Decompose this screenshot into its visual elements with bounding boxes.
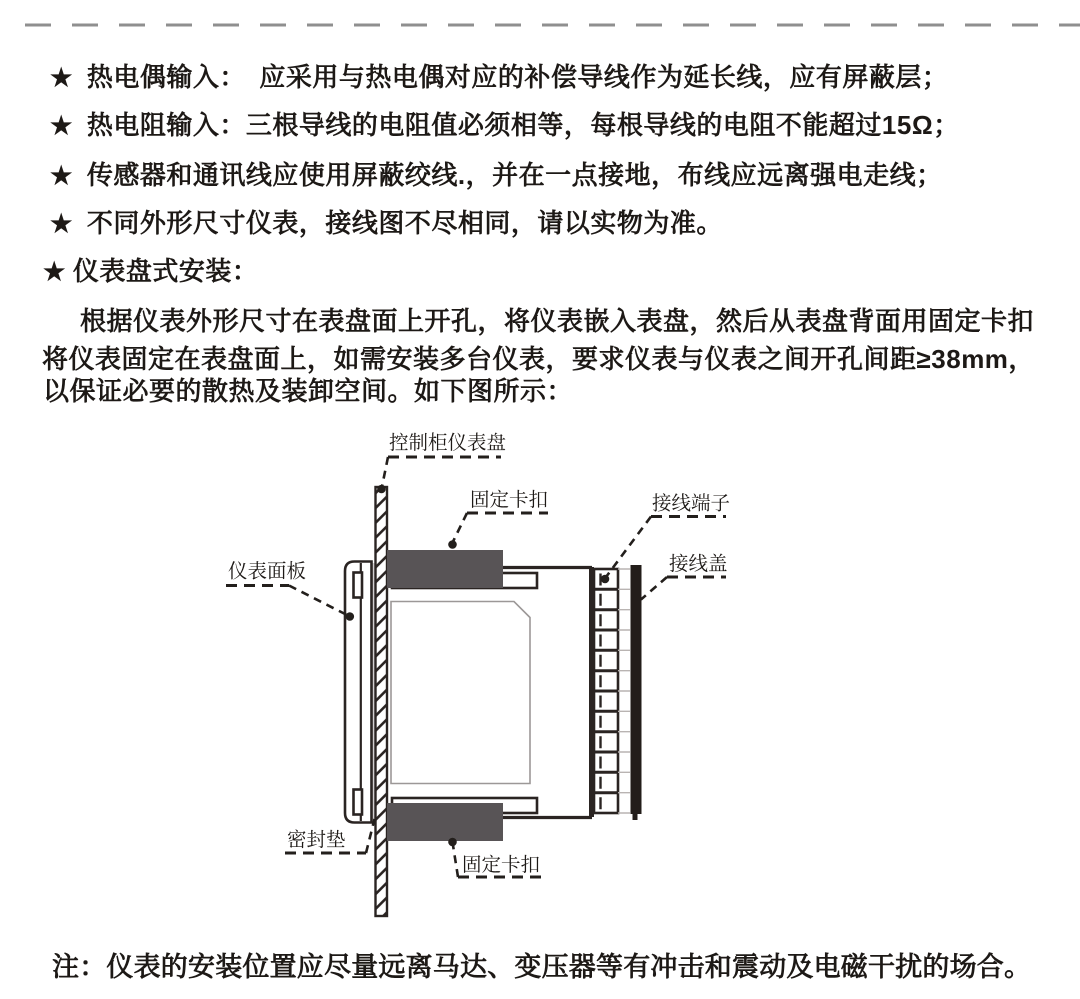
bullet-text: 传感器和通讯线应使用屏蔽绞线.，并在一点接地，布线应远离强电走线； — [86, 160, 943, 190]
installation-note: 注：仪表的安装位置应尽量远离马达、变压器等有冲击和震动及电磁干扰的场合。 — [52, 952, 1032, 982]
diagram-label-panel: 控制柜仪表盘 — [389, 432, 507, 454]
star-bullet-icon: ★ — [43, 258, 66, 286]
bullet-text: 热电阻输入：三根导线的电阻值必须相等，每根导线的电阻不能超过15Ω； — [86, 110, 960, 140]
bullet-text: 仪表盘式安装： — [72, 256, 259, 286]
bullet-line-thermocouple — [50, 62, 948, 94]
faceplate-bezel — [345, 562, 372, 823]
paragraph-line-2: 将仪表固定在表盘面上，如需安装多台仪表，要求仪表与仪表之间开孔间距≥38mm， — [42, 344, 1035, 374]
bullet-line-sensor-wiring — [50, 160, 943, 192]
paragraph-line-1: 根据仪表外形尺寸在表盘面上开孔，将仪表嵌入表盘，然后从表盘背面用固定卡扣 — [80, 306, 1035, 336]
case-inner-body — [391, 602, 530, 784]
wiring-cover-bar — [631, 565, 642, 820]
diagram-label-clip-top: 固定卡扣 — [470, 489, 549, 511]
fixing-clip-top — [387, 550, 503, 588]
bullet-line-rtd — [50, 110, 960, 142]
bullet-line-panel-mounting — [43, 256, 258, 288]
star-bullet-icon: ★ — [50, 64, 73, 92]
paragraph-line-3: 以保证必要的散热及装卸空间。如下图所示： — [43, 376, 574, 406]
diagram-label-cover: 接线盖 — [669, 553, 728, 575]
bullet-text: 热电偶输入： 应采用与热电偶对应的补偿导线作为延长线，应有屏蔽层； — [86, 62, 949, 92]
bullet-line-dimensions — [50, 208, 723, 240]
terminal-block — [592, 567, 631, 817]
diagram-label-gasket: 密封垫 — [287, 829, 346, 851]
instrument-case — [387, 568, 592, 818]
star-bullet-icon: ★ — [50, 210, 73, 238]
diagram-label-terminal: 接线端子 — [652, 492, 731, 515]
mounting-panel-hatched — [376, 487, 388, 916]
terminal-wire-lines — [618, 569, 630, 813]
bullet-text: 不同外形尺寸仪表，接线图不尽相同，请以实物为准。 — [86, 208, 723, 238]
star-bullet-icon: ★ — [50, 112, 73, 140]
star-bullet-icon: ★ — [50, 162, 73, 190]
diagram-label-clip-bottom: 固定卡扣 — [462, 854, 541, 876]
diagram-label-faceplate: 仪表面板 — [228, 560, 307, 583]
fixing-clip-bottom — [387, 803, 503, 841]
